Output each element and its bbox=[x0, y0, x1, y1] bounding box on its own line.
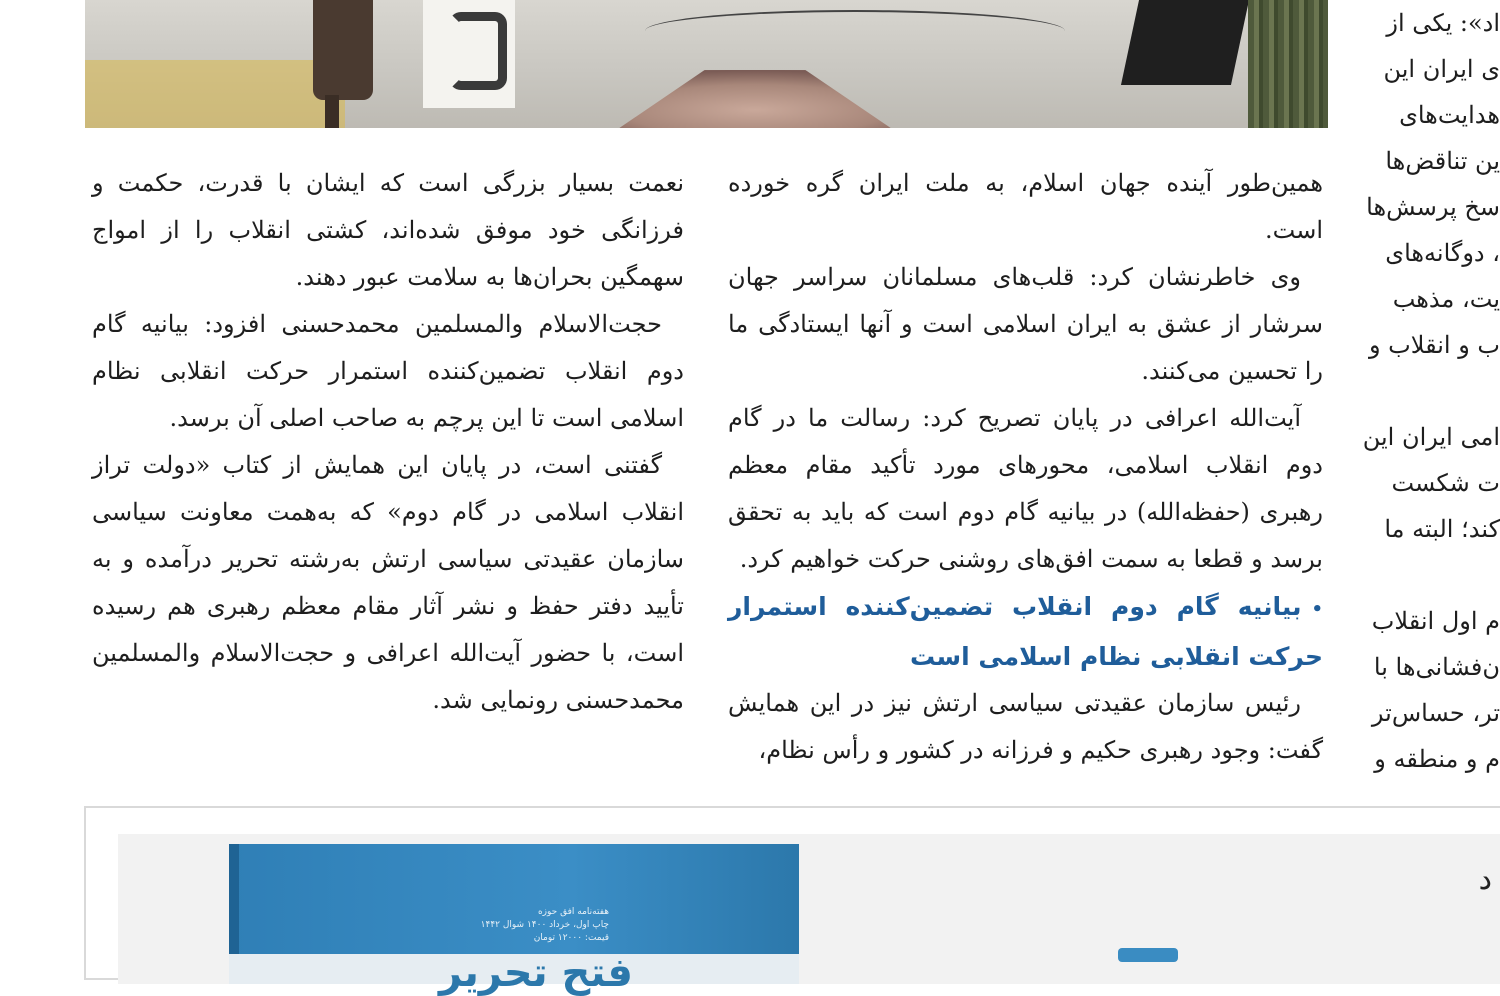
right-fragment-line: سخ پرسش‌ها bbox=[1366, 193, 1500, 221]
advertisement-box[interactable] bbox=[84, 806, 1500, 996]
photo-speaker-leg bbox=[325, 95, 339, 128]
right-fragment-line: ین تناقض‌ها bbox=[1385, 147, 1500, 175]
photo-plants bbox=[1248, 0, 1328, 128]
right-fragment-line: ن‌فشانی‌ها با bbox=[1373, 653, 1500, 681]
right-fragment-line: ت شکست bbox=[1391, 469, 1500, 497]
right-fragment-line: هدایت‌های bbox=[1399, 101, 1500, 129]
photo-cable bbox=[645, 10, 1065, 52]
right-fragment-line: ب و انقلاب و bbox=[1368, 331, 1500, 359]
advertisement-accent-shape bbox=[1118, 948, 1178, 962]
right-fragment-line: ، دوگانه‌های bbox=[1385, 239, 1500, 267]
photo-speaker-figure bbox=[313, 0, 373, 100]
right-fragment-spacer bbox=[1362, 552, 1500, 598]
right-fragment-spacer bbox=[1362, 368, 1500, 414]
book-cover-small-text: هفته‌نامه افق حوزه چاپ اول، خرداد ۱۴۰۰ شوال ۱۴۴۲ قیمت: ۱۲۰۰۰ تومان bbox=[480, 907, 609, 943]
right-fragment-line: م و منطقه و bbox=[1374, 745, 1500, 773]
paragraph: نعمت بسیار بزرگی است که ایشان با قدرت، حکمت و فرزانگی خود موفق شده‌اند، کشتی انقلاب را از امواج سهمگین بحران‌ها به سلامت عبور دهند. bbox=[92, 169, 684, 291]
book-cover-image bbox=[229, 844, 799, 996]
article-photo bbox=[85, 0, 1328, 128]
right-fragment-line: یت، مذهب bbox=[1392, 285, 1500, 313]
right-fragment-line: کند؛ البته ما bbox=[1384, 515, 1500, 543]
right-fragment-line: م اول انقلاب bbox=[1371, 607, 1500, 635]
paragraph: همین‌طور آینده جهان اسلام، به ملت ایران گره خورده است. bbox=[728, 169, 1323, 244]
photo-loudspeaker bbox=[1121, 0, 1249, 85]
section-subheading bbox=[728, 583, 1323, 680]
paragraph: وی خاطرنشان کرد: قلب‌های مسلمانان سراسر جهان سرشار از عشق به ایران اسلامی است و آنها ایستادگی ما را تحسین می‌کنند. bbox=[728, 263, 1324, 385]
bullet-icon: • bbox=[1311, 599, 1323, 620]
right-fragment-line: تر، حساس‌تر bbox=[1371, 699, 1500, 727]
article-column-left bbox=[92, 160, 684, 724]
right-fragment-line: امی ایران این bbox=[1362, 423, 1500, 451]
paragraph: آیت‌الله اعرافی در پایان تصریح کرد: رسالت ما در گام دوم انقلاب اسلامی، محورهای مورد تأکید مقام معظم رهبری (حفظه‌الله) در بیانیه گام دوم است که باید به تحقق برسد و قطعا به سمت افق‌های روشنی حرکت خواهیم کرد. bbox=[728, 404, 1323, 573]
right-fragment-line: اد»: یکی از bbox=[1386, 9, 1500, 37]
article-column-middle bbox=[728, 160, 1323, 774]
photo-floor bbox=[85, 60, 345, 128]
photo-podium-logo bbox=[449, 12, 507, 90]
advertisement-side-text: د bbox=[1478, 862, 1492, 897]
right-column-fragment bbox=[1362, 0, 1500, 782]
book-cover-title: فتح تحریر bbox=[439, 950, 633, 996]
paragraph: حجت‌الاسلام والمسلمین محمدحسنی افزود: بیانیه گام دوم انقلاب تضمین‌کننده استمرار حرکت انقلابی نظام اسلامی است تا این پرچم به صاحب اصلی آن برسد. bbox=[92, 310, 684, 432]
paragraph: گفتنی است، در پایان این همایش از کتاب «دولت تراز انقلاب اسلامی در گام دوم» که به‌همت معاونت سیاسی سازمان عقیدتی سیاسی ارتش به‌رشته تحریر درآمده و به تأیید دفتر حفظ و نشر آثار مقام معظم رهبری هم رسیده است، با حضور آیت‌الله اعرافی و حجت‌الاسلام والمسلمین محمدحسنی رونمایی شد. bbox=[92, 451, 684, 714]
subheading-text: بیانیه گام دوم انقلاب تضمین‌کننده استمرار حرکت انقلابی نظام اسلامی است bbox=[728, 592, 1323, 671]
photo-carpet bbox=[545, 70, 965, 128]
right-fragment-line: ی ایران این bbox=[1383, 55, 1500, 83]
paragraph: رئیس سازمان عقیدتی سیاسی ارتش نیز در این همایش گفت: وجود رهبری حکیم و فرزانه در کشور و رأس نظام، bbox=[728, 689, 1323, 764]
